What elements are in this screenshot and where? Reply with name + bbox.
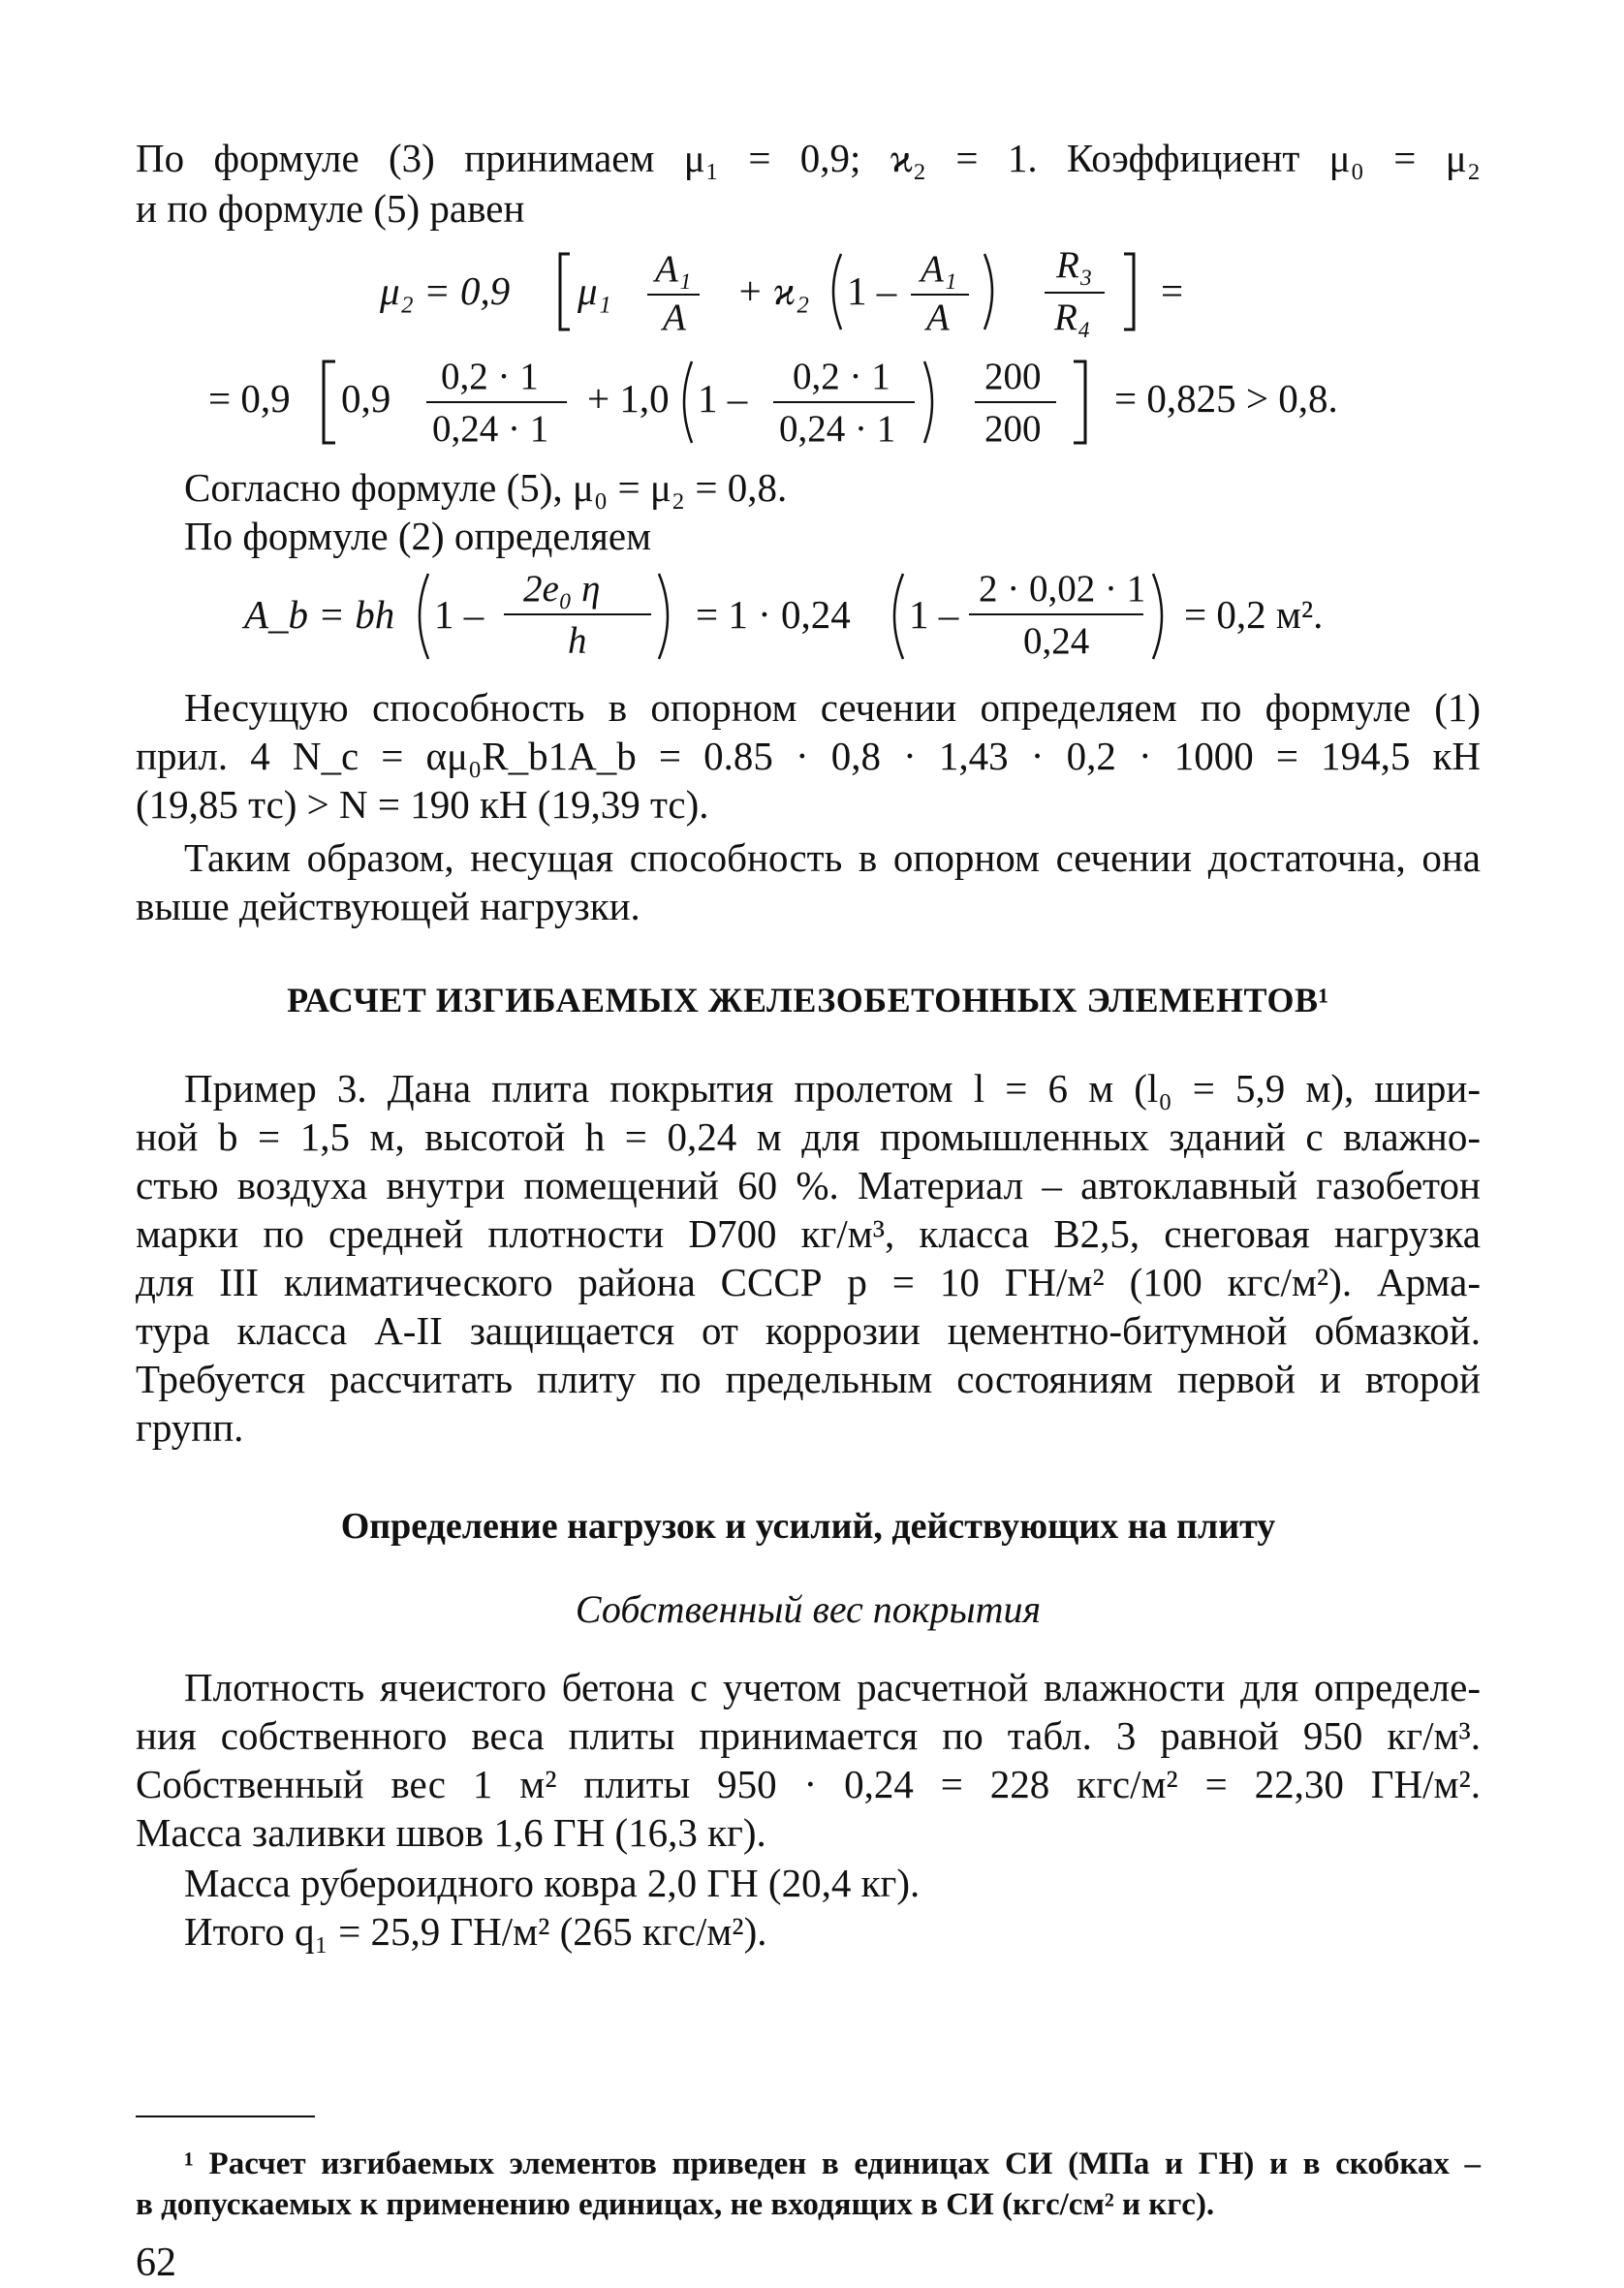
formula-text: + 1,0 xyxy=(587,376,670,421)
formula-text: R₄ xyxy=(1054,297,1091,338)
subsubsection-heading: Собственный вес покрытия xyxy=(575,1587,1042,1631)
formula-text: 2e₀ η xyxy=(523,568,601,610)
footnote-line: в допускаемых к применению единицах, не входящих в СИ (кгс/см² и кгс). xyxy=(136,2187,1215,2222)
paragraph-line: По формуле (2) определяем xyxy=(184,514,652,558)
paragraph-line: тура класса A-II защищается от коррозии цементно-битумной обмазкой. xyxy=(136,1308,1481,1353)
paragraph-line: Масса заливки швов 1,6 ГН (16,3 кг). xyxy=(136,1810,766,1855)
formula-text: 1 – xyxy=(909,592,959,637)
formula-text: R₃ xyxy=(1056,244,1093,286)
paragraph-line: и по формуле (5) равен xyxy=(136,186,525,231)
formula-text: 1 – xyxy=(698,376,748,421)
paragraph-line: Масса рубероидного ковра 2,0 ГН (20,4 кг). xyxy=(184,1861,921,1905)
paragraph-line: марки по средней плотности D700 кг/м³, класса B2,5, снеговая нагрузка xyxy=(136,1211,1481,1256)
formula-text: 200 xyxy=(984,408,1042,450)
paragraph-line: ной b = 1,5 м, высотой h = 0,24 м для промышленных зданий с влажно- xyxy=(136,1114,1481,1159)
formula-text: 0,9 xyxy=(341,376,391,421)
paragraph-line: По формуле (3) принимаем μ₁ = 0,9; ϰ₂ = 1. Коэффициент μ₀ = μ₂ xyxy=(136,136,1481,180)
paragraph-line: групп. xyxy=(136,1405,244,1450)
formula-text: 200 xyxy=(984,356,1042,397)
footnote-divider xyxy=(136,2116,315,2117)
formula-text: μ₂ = 0,9 xyxy=(380,268,511,313)
formula-text: = 0,9 xyxy=(208,376,291,421)
formula-text: A_b = bh xyxy=(244,592,395,637)
formula-text: 0,24 xyxy=(1023,620,1090,662)
formula-text: 0,24 · 1 xyxy=(779,408,896,450)
paragraph-line: ния собственного веса плиты принимается по табл. 3 равной 950 кг/м³. xyxy=(136,1713,1481,1758)
formula-text: A₁ xyxy=(655,248,692,290)
formula-text: 0,2 · 1 xyxy=(793,356,890,397)
formula-text: 1 – xyxy=(434,592,484,637)
formula-text: + ϰ₂ xyxy=(736,268,810,313)
paragraph-line: Согласно формуле (5), μ₀ = μ₂ = 0,8. xyxy=(184,465,788,510)
subsection-heading: Определение нагрузок и усилий, действующих на плиту xyxy=(340,1506,1276,1547)
section-heading: РАСЧЕТ ИЗГИБАЕМЫХ ЖЕЛЕЗОБЕТОННЫХ ЭЛЕМЕНТОВ¹ xyxy=(287,981,1329,1019)
formula-text: 2 · 0,02 · 1 xyxy=(979,568,1146,610)
page-number: 62 xyxy=(136,2241,176,2285)
paragraph-line: Требуется рассчитать плиту по предельным состояниям первой и второй xyxy=(136,1357,1481,1401)
formula-text: A xyxy=(926,297,950,338)
paragraph-line: прил. 4 N_c = αμ₀R_b1A_b = 0.85 · 0,8 · 1,43 · 0,2 · 1000 = 194,5 кН xyxy=(136,734,1481,778)
formula-mu2-numeric xyxy=(0,344,1624,455)
formula-text: = xyxy=(1161,268,1184,313)
formula-mu2 xyxy=(0,233,1624,341)
formula-text: = 1 · 0,24 xyxy=(696,592,851,637)
formula-text: h xyxy=(568,620,587,662)
formula-text: = 0,2 м². xyxy=(1184,592,1324,637)
formula-text: A xyxy=(663,297,686,338)
formula-text: μ₁ xyxy=(578,268,611,313)
paragraph-line: стью воздуха внутри помещений 60 %. Материал – автоклавный газобетон xyxy=(136,1163,1481,1207)
formula-text: A₁ xyxy=(921,248,957,290)
formula-ab xyxy=(0,560,1624,667)
formula-text: 0,2 · 1 xyxy=(441,356,539,397)
paragraph-line: Несущую способность в опорном сечении определяем по формуле (1) xyxy=(184,685,1481,730)
footnote-line: ¹ Расчет изгибаемых элементов приведен в единицах СИ (МПа и ГН) и в скобках – xyxy=(184,2147,1481,2181)
paragraph-line: Плотность ячеистого бетона с учетом расчетной влажности для определе- xyxy=(184,1665,1481,1709)
formula-text: 0,24 · 1 xyxy=(432,408,549,450)
paragraph-line: Собственный вес 1 м² плиты 950 · 0,24 = 228 кгс/м² = 22,30 ГН/м². xyxy=(136,1762,1481,1806)
paragraph-line: для III климатического района СССР p = 10 ГН/м² (100 кгс/м²). Арма- xyxy=(136,1260,1481,1304)
paragraph-line: Итого q₁ = 25,9 ГН/м² (265 кгс/м²). xyxy=(184,1909,767,1954)
paragraph-line: выше действующей нагрузки. xyxy=(136,884,640,928)
formula-text: 1 – xyxy=(847,268,897,313)
paragraph-line: Пример 3. Дана плита покрытия пролетом l = 6 м (l₀ = 5,9 м), шири- xyxy=(184,1066,1481,1111)
formula-text: = 0,825 > 0,8. xyxy=(1114,376,1338,421)
paragraph-line: Таким образом, несущая способность в опорном сечении достаточна, она xyxy=(184,835,1481,880)
paragraph-line: (19,85 тс) > N = 190 кН (19,39 тс). xyxy=(136,782,709,827)
